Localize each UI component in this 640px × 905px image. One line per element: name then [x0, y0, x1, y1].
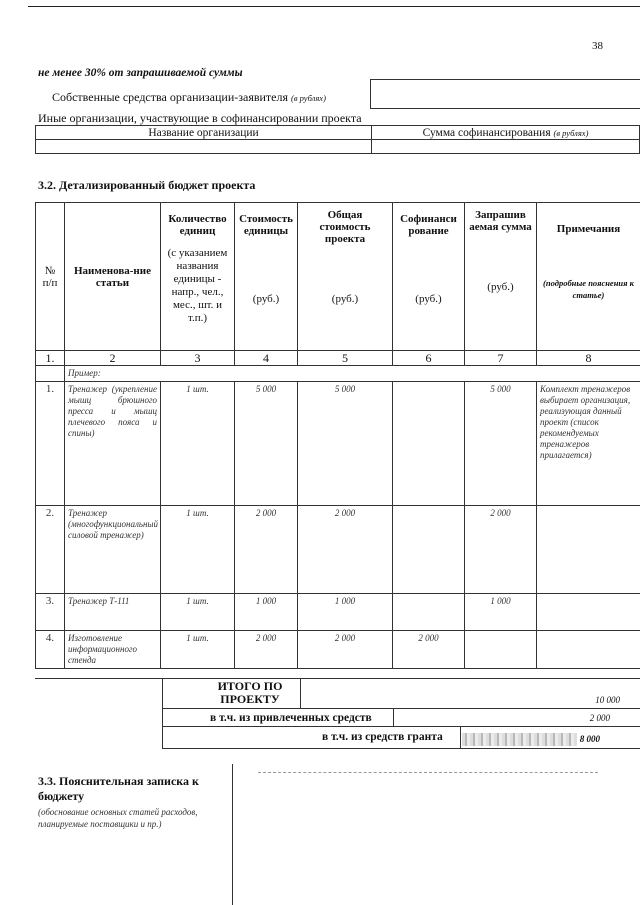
row-2-num: 2. [36, 506, 65, 594]
row-2-qty: 1 шт. [161, 506, 235, 594]
row-3-qty: 1 шт. [161, 594, 235, 631]
attracted-value: 2 000 [589, 713, 610, 723]
row-1-requested: 5 000 [465, 382, 537, 506]
example-row [36, 366, 640, 382]
header-unit-cost-note: (руб.) [252, 293, 280, 305]
cofin-sum-cell[interactable] [372, 140, 640, 154]
column-numbers-row [36, 351, 640, 366]
header-qty-title: Количество единиц [168, 213, 227, 237]
row-4-unit-cost: 2 000 [235, 631, 298, 669]
attracted-divider [393, 708, 394, 726]
header-notes-title: Примечания [556, 223, 621, 235]
row-2-cofin [393, 506, 465, 594]
header-cofin-title: Софинанси рование [400, 213, 457, 237]
col-number-4: 4 [235, 351, 298, 366]
total-label: ИТОГО ПО ПРОЕКТУ [217, 679, 283, 706]
budget-section-title: 3.2. Детализированный бюджет проекта [38, 178, 256, 192]
row-3-notes [537, 594, 640, 631]
table-row [36, 506, 640, 594]
header-cofin-note: (руб.) [415, 293, 442, 305]
table-row [36, 382, 640, 506]
own-funds-input-box[interactable] [370, 79, 640, 109]
row-2-requested: 2 000 [465, 506, 537, 594]
header-requested-title: Запрашив аемая сумма [469, 209, 532, 233]
other-orgs-label: Иные организации, участвующие в софинансировании проекта [38, 111, 362, 125]
table-row [36, 631, 640, 669]
example-label: Пример: [65, 366, 640, 382]
row-4-name: Изготовление информационного стенда [65, 631, 161, 669]
row-1-unit-cost: 5 000 [235, 382, 298, 506]
col-number-8: 8 [537, 351, 640, 366]
totals-line-1 [162, 708, 640, 709]
cofin-header-sum-text: Сумма софинансирования [422, 126, 551, 139]
row-2-notes [537, 506, 640, 594]
header-requested [465, 203, 537, 351]
row-1-name: Тренажер (укрепление мышц брюшного пресса и мышц плечевого пояса и спины) [65, 382, 161, 506]
row-1-qty: 1 шт. [161, 382, 235, 506]
row-4-requested [465, 631, 537, 669]
own-funds-unit: (в рублях) [291, 93, 326, 103]
totals-line-2 [162, 726, 640, 727]
explanatory-note-top-line [258, 772, 598, 773]
table-row [36, 594, 640, 631]
attracted-label: в т.ч. из привлеченных средств [210, 712, 372, 724]
grant-value: 8 000 [579, 734, 600, 744]
header-qty-note: (с указанием названия единицы - напр., чел., мес., шт. и т.п.) [167, 247, 228, 324]
explanatory-note-field[interactable] [233, 780, 640, 900]
own-funds-label [52, 90, 326, 105]
header-total [298, 203, 393, 351]
row-3-name: Тренажер Т-111 [65, 594, 161, 631]
cofin-header-org: Название организации [36, 126, 372, 140]
totals-left-border [162, 678, 163, 748]
row-2-total: 2 000 [298, 506, 393, 594]
row-3-cofin [393, 594, 465, 631]
cofin-org-cell[interactable] [36, 140, 372, 154]
header-total-title: Общая стоимость проекта [319, 209, 371, 245]
grant-divider [460, 726, 461, 748]
row-1-notes: Комплект тренажеров выбирает организация, реализующая данный проект (список рекомендуемых тренажеров прилагается) [537, 382, 640, 506]
col-number-6: 6 [393, 351, 465, 366]
page-number: 38 [592, 40, 603, 52]
grant-label: в т.ч. из средств гранта [322, 731, 443, 743]
own-funds-label-text: Собственные средства организации-заявителя [52, 90, 289, 104]
header-num: № п/п [36, 203, 65, 351]
header-unit-cost [235, 203, 298, 351]
header-total-note: (руб.) [331, 293, 359, 305]
col-number-2: 2 [65, 351, 161, 366]
col-number-3: 3 [161, 351, 235, 366]
row-4-qty: 1 шт. [161, 631, 235, 669]
row-3-num: 3. [36, 594, 65, 631]
row-4-cofin: 2 000 [393, 631, 465, 669]
header-requested-note: (руб.) [487, 281, 514, 293]
row-2-unit-cost: 2 000 [235, 506, 298, 594]
total-value: 10 000 [595, 695, 620, 705]
col-number-7: 7 [465, 351, 537, 366]
example-spacer [36, 366, 65, 382]
row-4-total: 2 000 [298, 631, 393, 669]
budget-header-row [36, 203, 640, 351]
cofin-header-sum [372, 126, 640, 140]
budget-table [35, 202, 640, 669]
totals-bottom-line [162, 748, 640, 749]
row-1-num: 1. [36, 382, 65, 506]
row-4-num: 4. [36, 631, 65, 669]
header-notes [537, 203, 640, 351]
row-2-name: Тренажер (многофункциональный силовой тренажер) [65, 506, 161, 594]
header-notes-note: (подробные пояснения к статье) [543, 278, 634, 300]
min-share-heading: не менее 30% от запрашиваемой суммы [38, 67, 243, 79]
row-1-total: 5 000 [298, 382, 393, 506]
top-border [28, 6, 640, 7]
row-3-unit-cost: 1 000 [235, 594, 298, 631]
explanatory-note-title: 3.3. Пояснительная записка к бюджету [38, 774, 199, 803]
explanatory-note-hint: (обоснование основных статей расходов, планируемые поставщики и пр.) [38, 807, 198, 829]
cofin-header-sum-unit: (в рублях) [553, 127, 589, 138]
row-1-cofin [393, 382, 465, 506]
header-unit-cost-title: Стоимость единицы [239, 213, 293, 237]
header-qty [161, 203, 235, 351]
totals-top-line [35, 678, 640, 679]
row-3-requested: 1 000 [465, 594, 537, 631]
row-3-total: 1 000 [298, 594, 393, 631]
col-number-1: 1. [36, 351, 65, 366]
cofinancing-table [35, 125, 640, 154]
header-name: Наименова-ние статьи [65, 203, 161, 351]
col-number-5: 5 [298, 351, 393, 366]
totals-divider [300, 678, 301, 708]
row-4-notes [537, 631, 640, 669]
header-cofin [393, 203, 465, 351]
